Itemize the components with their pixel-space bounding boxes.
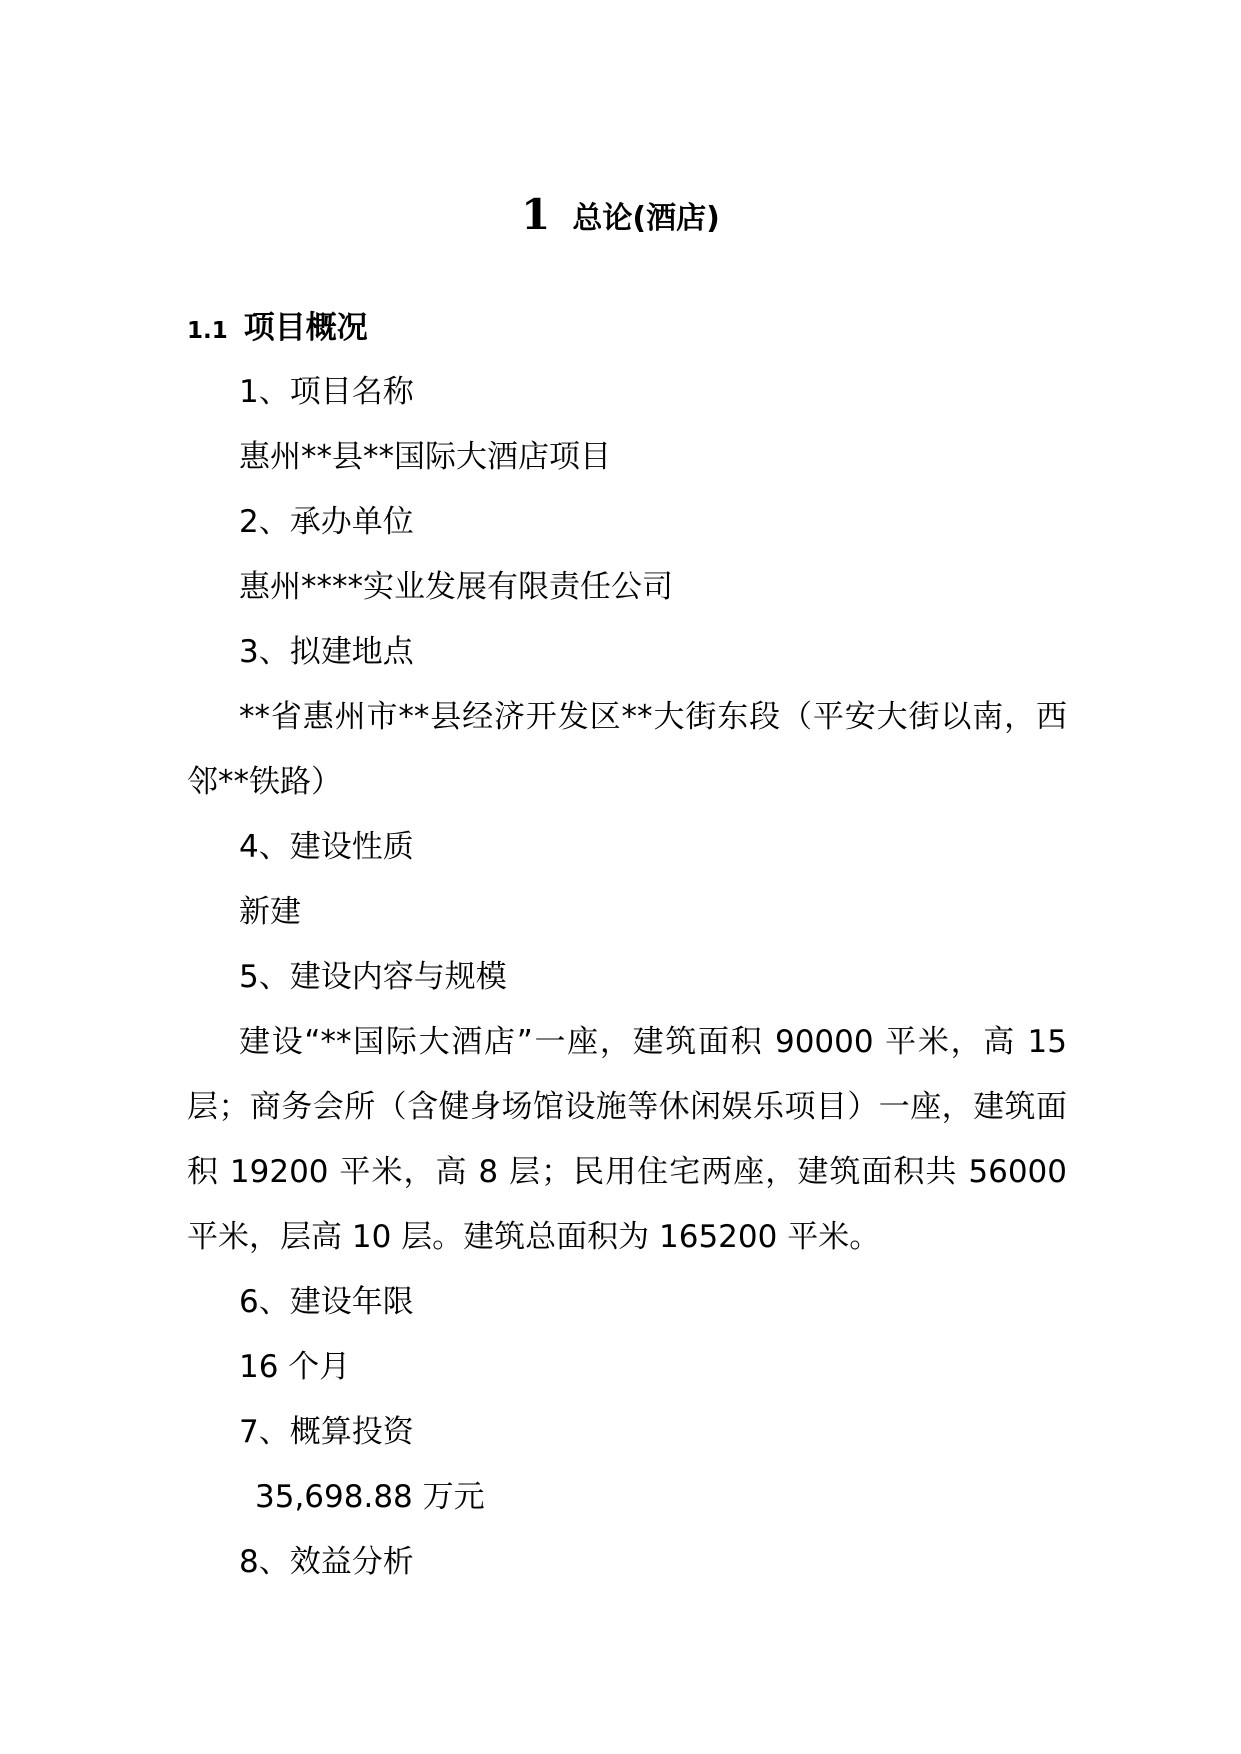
section-title: 项目概况 xyxy=(243,310,368,346)
chapter-title: 总论(酒店) xyxy=(572,200,720,236)
item-heading-benefit: 8、效益分析 xyxy=(239,1544,414,1580)
item-heading-scope: 5、建设内容与规模 xyxy=(239,959,507,995)
chapter-heading xyxy=(0,190,1241,239)
chapter-number: 1 xyxy=(521,190,551,239)
item-body-duration: 16 个月 xyxy=(239,1349,351,1385)
section-heading xyxy=(187,302,368,347)
item-heading-nature: 4、建设性质 xyxy=(239,829,414,865)
item-body-investment: 35,698.88 万元 xyxy=(255,1479,485,1515)
section-number: 1.1 xyxy=(187,318,228,344)
item-body-name: 惠州**县**国际大酒店项目 xyxy=(239,439,611,475)
item-body-scope: 建设“**国际大酒店”一座，建筑面积 90000 平米，高 15 层；商务会所（含健身场馆设施等休闲娱乐项目）一座，建筑面积 19200 平米，高 8 层；民用住宅两座，建筑面积共 56000 平米，层高 10 层。建筑总面积为 165200 平米。 xyxy=(187,1024,1067,1255)
item-body-sponsor: 惠州****实业发展有限责任公司 xyxy=(239,569,673,605)
item-heading-sponsor: 2、承办单位 xyxy=(239,504,414,540)
item-heading-duration: 6、建设年限 xyxy=(239,1284,414,1320)
item-body-location: **省惠州市**县经济开发区**大街东段（平安大街以南，西邻**铁路） xyxy=(187,699,1067,800)
item-body-nature: 新建 xyxy=(239,894,301,930)
item-heading-investment: 7、概算投资 xyxy=(239,1414,414,1450)
item-heading-location: 3、拟建地点 xyxy=(239,634,414,670)
item-heading-name: 1、项目名称 xyxy=(239,374,414,410)
